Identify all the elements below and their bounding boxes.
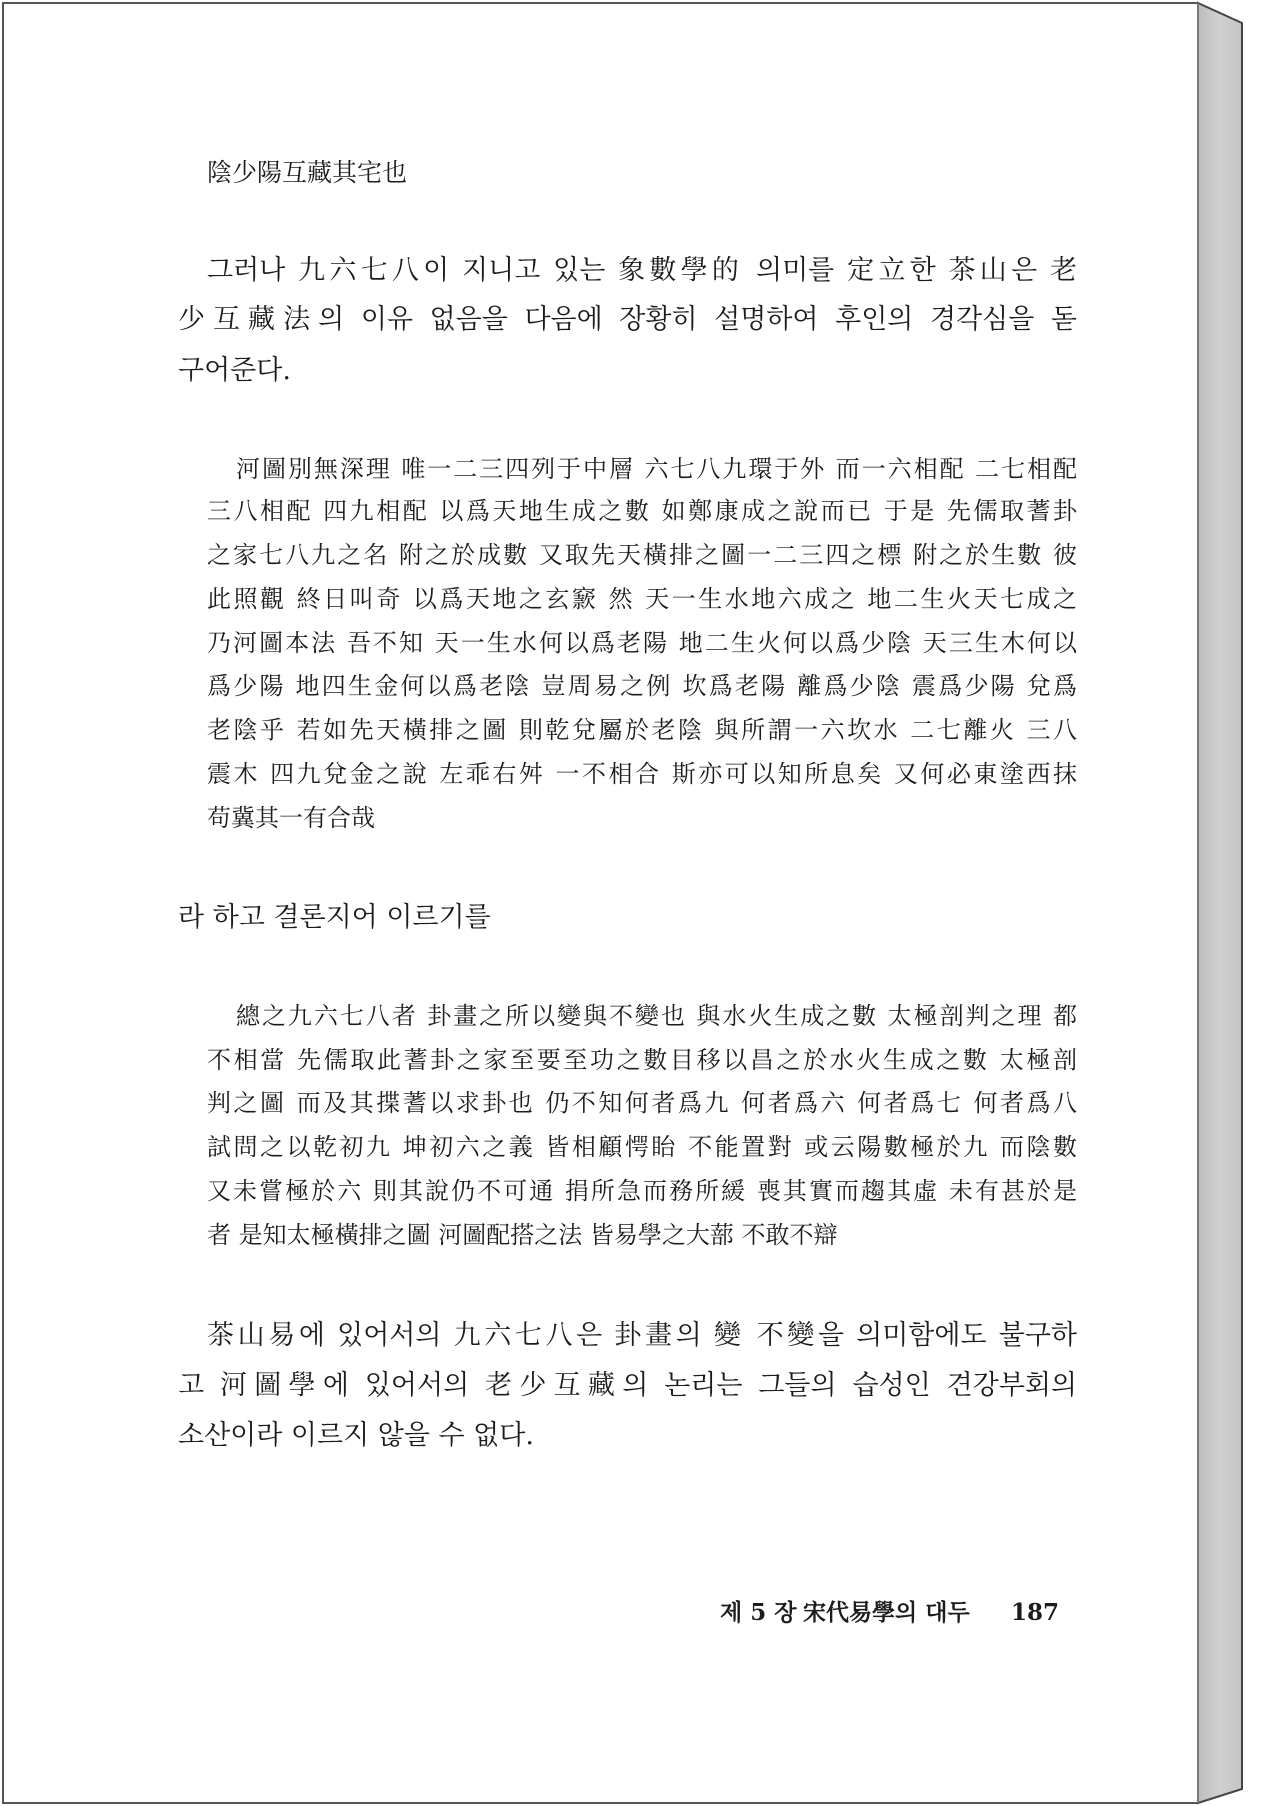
- quote-line: 不相當 先儒取此蓍卦之家至要至功之數目移以昌之於水火生成之數 太極剖: [207, 1046, 1077, 1074]
- paragraph-line: 그러나 九六七八이 지니고 있는 象數學的 의미를 定立한 茶山은 老: [207, 255, 1077, 286]
- paragraph-line: 少互藏法의 이유 없음을 다음에 장황히 설명하여 후인의 경각심을 돋: [178, 304, 1077, 335]
- quote-line: 者 是知太極橫排之圖 河圖配搭之法 皆易學之大蔀 不敢不辯: [207, 1221, 838, 1249]
- footer-title: 宋代易學의 대두: [803, 1599, 970, 1626]
- quote-line: 乃河圖本法 吾不知 天一生水何以爲老陽 地二生火何以爲少陰 天三生木何以: [207, 629, 1077, 657]
- quote-line: 之家七八九之名 附之於成數 又取先天橫排之圖一二三四之標 附之於生數 彼: [207, 541, 1077, 569]
- quote-line: 老陰乎 若如先天橫排之圖 則乾兌屬於老陰 與所謂一六坎水 二七離火 三八: [207, 716, 1077, 744]
- quote-line: 苟冀其一有合哉: [207, 804, 375, 832]
- paragraph-line: 茶山易에 있어서의 九六七八은 卦畫의 變 不變을 의미함에도 불구하: [207, 1320, 1077, 1351]
- quote-line: 河圖別無深理 唯一二三四列于中層 六七八九環于外 而一六相配 二七相配: [236, 455, 1077, 483]
- connector-text: 라 하고 결론지어 이르기를: [178, 902, 491, 933]
- header-quote: 陰少陽互藏其宅也: [207, 158, 408, 187]
- book-spine: [1198, 3, 1242, 1803]
- quote-line: 爲少陽 地四生金何以爲老陰 豈周易之例 坎爲老陽 離爲少陰 震爲少陽 兌爲: [207, 672, 1077, 700]
- quote-line: 三八相配 四九相配 以爲天地生成之數 如鄭康成之說而已 于是 先儒取蓍卦: [207, 497, 1077, 525]
- quote-line: 試問之以乾初九 坤初六之義 皆相顧愕眙 不能置對 或云陽數極於九 而陰數: [207, 1133, 1077, 1161]
- paragraph-line: 구어준다.: [178, 355, 291, 386]
- quote-line: 震木 四九兌金之說 左乖右舛 一不相合 斯亦可以知所息矣 又何必東塗西抹: [207, 760, 1077, 788]
- quote-line: 又未嘗極於六 則其說仍不可通 捐所急而務所緩 喪其實而趨其虛 未有甚於是: [207, 1177, 1077, 1205]
- page-number: 187: [1011, 1599, 1060, 1626]
- paragraph-line: 소산이라 이르지 않을 수 없다.: [178, 1420, 534, 1451]
- quote-line: 判之圖 而及其揲蓍以求卦也 仍不知何者爲九 何者爲六 何者爲七 何者爲八: [207, 1089, 1077, 1117]
- paragraph-line: 고 河圖學에 있어서의 老少互藏의 논리는 그들의 습성인 견강부회의: [178, 1370, 1077, 1401]
- quote-line: 此照觀 終日叫奇 以爲天地之玄窾 然 天一生水地六成之 地二生火天七成之: [207, 585, 1077, 613]
- quote-line: 總之九六七八者 卦畫之所以變與不變也 與水火生成之數 太極剖判之理 都: [236, 1002, 1077, 1030]
- footer-chapter: 제 5 장: [720, 1599, 797, 1626]
